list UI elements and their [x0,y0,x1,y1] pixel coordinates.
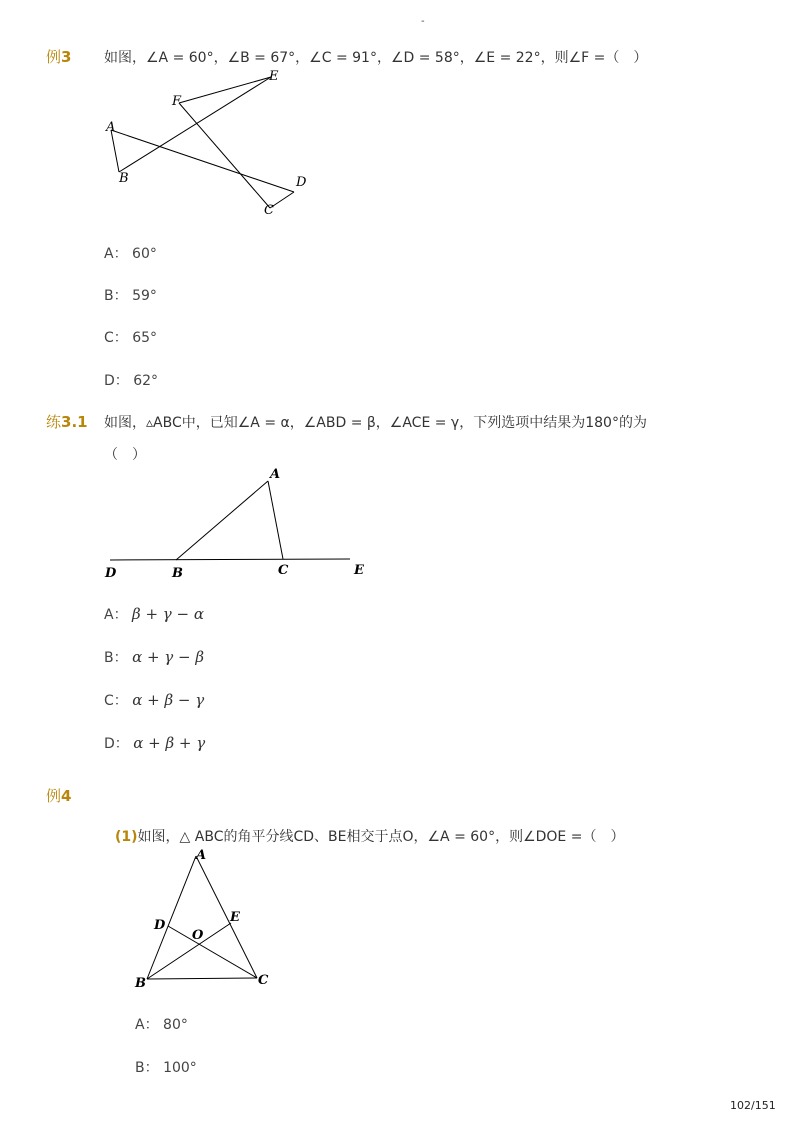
q1-label-c: C [264,203,274,218]
q3-option-b[interactable]: B： 100° [135,1060,197,1076]
q1-option-d[interactable]: D： 62° [104,373,159,389]
q3-label-c: C [258,973,269,988]
q1-label-a: A [106,120,116,135]
q1-label-f: F [172,94,182,109]
q2-stem-blank: （ ） [104,447,146,463]
q3-label-e: E [230,910,240,925]
q3-tag: 例4 [46,787,72,805]
q2-label-a: A [270,467,281,482]
q3-option-a[interactable]: A： 80° [135,1017,188,1033]
q1-figure [100,66,320,218]
q3-label-d: D [154,918,166,933]
q3-stem: (1)如图，△ ABC的角平分线CD、BE相交于点O，∠A = 60°，则∠DOE =（ ） [115,829,625,845]
q2-option-b[interactable]: B： α + γ − β [104,648,205,666]
q1-label-b: B [119,171,129,186]
q3-label-o: O [192,928,204,943]
q2-label-d: D [105,566,117,581]
q2-tag: 练3.1 [46,413,88,431]
q1-option-b[interactable]: B： 59° [104,288,157,304]
q1-stem: 如图，∠A = 60°，∠B = 67°，∠C = 91°，∠D = 58°，∠E = 22°，则∠F =（ ） [104,50,648,66]
q2-label-e: E [354,563,364,578]
page-number: 102/151 [730,1099,776,1112]
q2-option-a[interactable]: A： β + γ − α [104,605,205,623]
q3-subnumber: (1) [115,829,138,845]
q1-label-d: D [296,175,307,190]
q2-option-c[interactable]: C： α + β − γ [104,691,205,709]
q2-label-b: B [172,566,183,581]
q1-option-c[interactable]: C： 65° [104,330,158,346]
q1-tag: 例3 [46,48,72,66]
q1-label-e: E [269,69,279,84]
q1-option-a[interactable]: A： 60° [104,246,157,262]
q3-label-a: A [196,848,207,863]
q3-label-b: B [135,976,146,991]
q2-option-d[interactable]: D： α + β + γ [104,734,206,752]
q2-label-c: C [278,563,289,578]
q3-figure [130,846,280,994]
q2-figure [100,462,380,584]
q2-stem: 如图，▵ABC中，已知∠A = α，∠ABD = β，∠ACE = γ，下列选项中结果为180°的为 [104,415,647,431]
header-mark: - [421,16,425,27]
